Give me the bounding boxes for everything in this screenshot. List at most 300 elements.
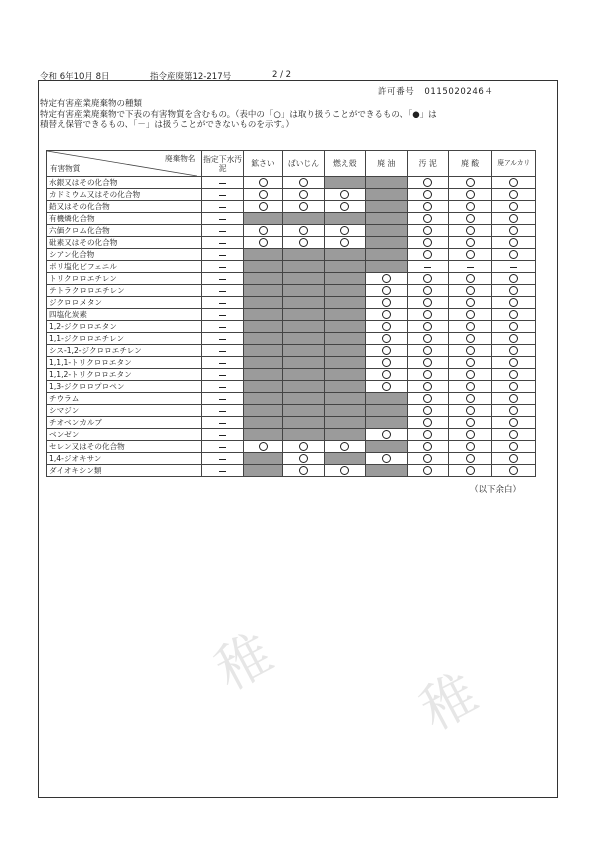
dash-mark-icon: [219, 435, 226, 436]
not-applicable-cell: [283, 429, 324, 441]
not-applicable-cell: [283, 213, 324, 225]
circle-mark-icon: [299, 466, 308, 475]
circle-mark-icon: [423, 178, 432, 187]
circle-mark-icon: [382, 358, 391, 367]
circle-mark-icon: [259, 202, 268, 211]
handleable-cell: [448, 369, 492, 381]
circle-mark-icon: [466, 454, 475, 463]
not-applicable-cell: [366, 393, 407, 405]
circle-mark-icon: [382, 346, 391, 355]
substance-name: シマジン: [47, 405, 202, 417]
not-handleable-cell: [202, 465, 243, 477]
handleable-cell: [324, 201, 365, 213]
not-handleable-cell: [448, 261, 492, 273]
not-applicable-cell: [283, 321, 324, 333]
handleable-cell: [366, 273, 407, 285]
not-handleable-cell: [202, 309, 243, 321]
not-applicable-cell: [366, 225, 407, 237]
not-handleable-cell: [202, 333, 243, 345]
handleable-cell: [366, 369, 407, 381]
corner-waste-label: 廃棄物名: [165, 154, 196, 163]
dash-mark-icon: [219, 375, 226, 376]
handleable-cell: [243, 225, 282, 237]
handleable-cell: [243, 441, 282, 453]
not-handleable-cell: [407, 261, 448, 273]
dash-mark-icon: [219, 279, 226, 280]
not-applicable-cell: [283, 261, 324, 273]
dash-mark-icon: [219, 183, 226, 184]
substance-name: テトラクロロエチレン: [47, 285, 202, 297]
circle-mark-icon: [509, 358, 518, 367]
issue-date: 令和 6年10月 8日: [40, 72, 110, 82]
circle-mark-icon: [509, 178, 518, 187]
circle-mark-icon: [466, 442, 475, 451]
circle-mark-icon: [509, 442, 518, 451]
permit-label: 許可番号: [378, 87, 415, 97]
not-applicable-cell: [366, 417, 407, 429]
circle-mark-icon: [259, 238, 268, 247]
handleable-cell: [492, 189, 536, 201]
substance-name: ダイオキシン類: [47, 465, 202, 477]
table-row: [47, 381, 536, 393]
handleable-cell: [492, 333, 536, 345]
watermark-seal: 稚: [205, 621, 283, 703]
circle-mark-icon: [423, 238, 432, 247]
not-applicable-cell: [324, 429, 365, 441]
not-applicable-cell: [243, 261, 282, 273]
circle-mark-icon: [466, 214, 475, 223]
substance-name: 1,4-ジオキサン: [47, 453, 202, 465]
handleable-cell: [448, 285, 492, 297]
handleable-cell: [492, 273, 536, 285]
circle-mark-icon: [382, 382, 391, 391]
circle-mark-icon: [299, 442, 308, 451]
substance-name: セレン又はその化合物: [47, 441, 202, 453]
not-applicable-cell: [324, 381, 365, 393]
not-applicable-cell: [324, 285, 365, 297]
not-handleable-cell: [202, 417, 243, 429]
dash-mark-icon: [219, 363, 226, 364]
circle-mark-icon: [466, 298, 475, 307]
handleable-cell: [448, 201, 492, 213]
circle-mark-icon: [299, 202, 308, 211]
handleable-cell: [448, 177, 492, 189]
not-applicable-cell: [243, 321, 282, 333]
circle-mark-icon: [466, 202, 475, 211]
not-applicable-cell: [243, 345, 282, 357]
dash-mark-icon: [219, 447, 226, 448]
circle-mark-icon: [466, 406, 475, 415]
circle-mark-icon: [509, 298, 518, 307]
circle-mark-icon: [340, 202, 349, 211]
circle-mark-icon: [509, 418, 518, 427]
handleable-cell: [407, 213, 448, 225]
handleable-cell: [366, 321, 407, 333]
table-row: [47, 321, 536, 333]
handleable-cell: [366, 285, 407, 297]
circle-mark-icon: [299, 454, 308, 463]
not-applicable-cell: [324, 369, 365, 381]
handleable-cell: [492, 321, 536, 333]
not-handleable-cell: [202, 177, 243, 189]
circle-mark-icon: [466, 238, 475, 247]
dash-mark-icon: [219, 243, 226, 244]
dash-mark-icon: [219, 315, 226, 316]
substance-name: トリクロロエチレン: [47, 273, 202, 285]
circle-mark-icon: [423, 394, 432, 403]
not-handleable-cell: [202, 357, 243, 369]
not-applicable-cell: [283, 369, 324, 381]
not-applicable-cell: [324, 333, 365, 345]
dash-mark-icon: [424, 267, 431, 268]
substance-name: チウラム: [47, 393, 202, 405]
circle-mark-icon: [466, 382, 475, 391]
handleable-cell: [448, 453, 492, 465]
circle-mark-icon: [423, 190, 432, 199]
handleable-cell: [492, 237, 536, 249]
not-applicable-cell: [243, 285, 282, 297]
column-header: 廃 酸: [448, 151, 492, 177]
handleable-cell: [243, 177, 282, 189]
handleable-cell: [492, 285, 536, 297]
table-row: [47, 405, 536, 417]
table-corner-cell: [47, 151, 202, 177]
circle-mark-icon: [466, 274, 475, 283]
circle-mark-icon: [423, 358, 432, 367]
column-header: 鉱さい: [243, 151, 282, 177]
not-applicable-cell: [366, 405, 407, 417]
circle-mark-icon: [466, 358, 475, 367]
not-applicable-cell: [283, 357, 324, 369]
not-applicable-cell: [366, 237, 407, 249]
not-handleable-cell: [202, 189, 243, 201]
handleable-cell: [366, 357, 407, 369]
handleable-cell: [407, 357, 448, 369]
circle-mark-icon: [509, 394, 518, 403]
handleable-cell: [492, 441, 536, 453]
not-handleable-cell: [202, 261, 243, 273]
table-row: [47, 465, 536, 477]
not-handleable-cell: [202, 285, 243, 297]
circle-mark-icon: [466, 178, 475, 187]
handleable-cell: [243, 237, 282, 249]
handleable-cell: [243, 201, 282, 213]
circle-mark-icon: [423, 226, 432, 235]
handleable-cell: [366, 429, 407, 441]
circle-mark-icon: [509, 274, 518, 283]
not-applicable-cell: [324, 345, 365, 357]
not-handleable-cell: [202, 201, 243, 213]
handleable-cell: [366, 381, 407, 393]
circle-mark-icon: [509, 202, 518, 211]
circle-mark-icon: [423, 274, 432, 283]
handleable-cell: [283, 201, 324, 213]
not-applicable-cell: [283, 405, 324, 417]
handleable-cell: [448, 357, 492, 369]
circle-mark-icon: [382, 298, 391, 307]
circle-mark-icon: [509, 250, 518, 259]
table-row: [47, 441, 536, 453]
handleable-cell: [407, 381, 448, 393]
circle-mark-icon: [340, 190, 349, 199]
column-header: 指定下水汚泥: [202, 151, 243, 177]
end-note: （以下余白）: [470, 485, 522, 495]
not-applicable-cell: [324, 417, 365, 429]
table-row: [47, 333, 536, 345]
not-applicable-cell: [243, 273, 282, 285]
handleable-cell: [492, 201, 536, 213]
circle-mark-icon: [466, 310, 475, 319]
handleable-cell: [492, 429, 536, 441]
circle-mark-icon: [423, 454, 432, 463]
circle-mark-icon: [382, 310, 391, 319]
handleable-cell: [366, 345, 407, 357]
handleable-cell: [492, 177, 536, 189]
not-applicable-cell: [324, 321, 365, 333]
circle-mark-icon: [340, 238, 349, 247]
circle-mark-icon: [509, 382, 518, 391]
handleable-cell: [448, 249, 492, 261]
circle-mark-icon: [423, 430, 432, 439]
handleable-cell: [407, 309, 448, 321]
not-applicable-cell: [243, 213, 282, 225]
substance-name: 鉛又はその化合物: [47, 201, 202, 213]
table-row: [47, 297, 536, 309]
not-applicable-cell: [324, 213, 365, 225]
dash-mark-icon: [219, 195, 226, 196]
table-row: [47, 237, 536, 249]
substance-name: 六価クロム化合物: [47, 225, 202, 237]
not-applicable-cell: [243, 393, 282, 405]
circle-mark-icon: [423, 310, 432, 319]
not-handleable-cell: [202, 393, 243, 405]
not-handleable-cell: [202, 441, 243, 453]
handleable-cell: [407, 237, 448, 249]
table-row: [47, 429, 536, 441]
handleable-cell: [324, 237, 365, 249]
handleable-cell: [366, 297, 407, 309]
not-applicable-cell: [324, 261, 365, 273]
handleable-cell: [407, 465, 448, 477]
handleable-cell: [283, 453, 324, 465]
not-handleable-cell: [202, 345, 243, 357]
not-applicable-cell: [243, 249, 282, 261]
handleable-cell: [283, 225, 324, 237]
handleable-cell: [407, 345, 448, 357]
handleable-cell: [448, 441, 492, 453]
not-applicable-cell: [366, 213, 407, 225]
watermark-seal: 稚: [410, 661, 488, 743]
circle-mark-icon: [509, 454, 518, 463]
handleable-cell: [283, 189, 324, 201]
circle-mark-icon: [382, 370, 391, 379]
handleable-cell: [492, 309, 536, 321]
column-header: 廃アルカリ: [492, 151, 536, 177]
not-applicable-cell: [366, 441, 407, 453]
not-handleable-cell: [202, 249, 243, 261]
not-applicable-cell: [366, 261, 407, 273]
not-applicable-cell: [283, 333, 324, 345]
circle-mark-icon: [259, 178, 268, 187]
circle-mark-icon: [423, 442, 432, 451]
column-header: 燃え殻: [324, 151, 365, 177]
table-row: [47, 273, 536, 285]
dash-mark-icon: [219, 231, 226, 232]
circle-mark-icon: [423, 298, 432, 307]
circle-mark-icon: [259, 226, 268, 235]
handleable-cell: [366, 309, 407, 321]
circle-mark-icon: [509, 238, 518, 247]
handleable-cell: [448, 381, 492, 393]
substance-name: チオベンカルブ: [47, 417, 202, 429]
circle-mark-icon: [509, 370, 518, 379]
handleable-cell: [448, 309, 492, 321]
dash-mark-icon: [219, 339, 226, 340]
table-row: [47, 285, 536, 297]
handleable-cell: [492, 297, 536, 309]
not-applicable-cell: [366, 177, 407, 189]
not-applicable-cell: [243, 357, 282, 369]
title-line-3: 積替え保管できるもの、「－」は扱うことができないものを示す。）: [40, 120, 294, 130]
handleable-cell: [492, 393, 536, 405]
not-applicable-cell: [324, 357, 365, 369]
substance-name: シアン化合物: [47, 249, 202, 261]
circle-mark-icon: [423, 370, 432, 379]
dash-mark-icon: [219, 387, 226, 388]
handleable-cell: [407, 393, 448, 405]
circle-mark-icon: [466, 250, 475, 259]
circle-mark-icon: [509, 226, 518, 235]
title-line-2: 特定有害産業廃棄物で下表の有害物質を含むもの。（表中の「○」は取り扱うことができるもの、「●」は: [40, 109, 437, 120]
circle-mark-icon: [299, 178, 308, 187]
circle-mark-icon: [382, 274, 391, 283]
not-applicable-cell: [283, 417, 324, 429]
handleable-cell: [407, 417, 448, 429]
circle-mark-icon: [340, 442, 349, 451]
page-number: 2 / 2: [272, 70, 292, 80]
handleable-cell: [407, 429, 448, 441]
not-applicable-cell: [283, 345, 324, 357]
circle-mark-icon: [423, 322, 432, 331]
circle-mark-icon: [340, 466, 349, 475]
not-applicable-cell: [243, 333, 282, 345]
handleable-cell: [448, 465, 492, 477]
handleable-cell: [407, 405, 448, 417]
dash-mark-icon: [219, 411, 226, 412]
not-applicable-cell: [324, 177, 365, 189]
table-row: [47, 261, 536, 273]
not-applicable-cell: [243, 417, 282, 429]
handleable-cell: [407, 441, 448, 453]
circle-mark-icon: [423, 334, 432, 343]
circle-mark-icon: [340, 226, 349, 235]
circle-mark-icon: [509, 214, 518, 223]
not-applicable-cell: [243, 297, 282, 309]
dash-mark-icon: [467, 267, 474, 268]
dash-mark-icon: [219, 291, 226, 292]
handleable-cell: [448, 273, 492, 285]
circle-mark-icon: [466, 334, 475, 343]
not-handleable-cell: [202, 405, 243, 417]
handleable-cell: [448, 225, 492, 237]
not-applicable-cell: [283, 381, 324, 393]
not-applicable-cell: [243, 453, 282, 465]
handleable-cell: [283, 177, 324, 189]
handleable-cell: [492, 465, 536, 477]
substance-name: 有機燐化合物: [47, 213, 202, 225]
table-row: [47, 417, 536, 429]
not-applicable-cell: [243, 405, 282, 417]
circle-mark-icon: [423, 250, 432, 259]
not-handleable-cell: [492, 261, 536, 273]
circle-mark-icon: [423, 214, 432, 223]
circle-mark-icon: [466, 226, 475, 235]
hazardous-substance-table: [46, 150, 536, 477]
handleable-cell: [407, 297, 448, 309]
dash-mark-icon: [219, 351, 226, 352]
substance-name: 1,1,2-トリクロロエタン: [47, 369, 202, 381]
handleable-cell: [324, 441, 365, 453]
not-handleable-cell: [202, 237, 243, 249]
circle-mark-icon: [423, 286, 432, 295]
table-row: [47, 453, 536, 465]
circle-mark-icon: [259, 442, 268, 451]
column-header: ばいじん: [283, 151, 324, 177]
circle-mark-icon: [423, 382, 432, 391]
handleable-cell: [492, 417, 536, 429]
handleable-cell: [366, 453, 407, 465]
handleable-cell: [407, 273, 448, 285]
handleable-cell: [283, 237, 324, 249]
circle-mark-icon: [466, 430, 475, 439]
table-header-row: [47, 151, 536, 177]
substance-name: 1,1,1-トリクロロエタン: [47, 357, 202, 369]
substance-name: カドミウム又はその化合物: [47, 189, 202, 201]
dash-mark-icon: [219, 423, 226, 424]
not-applicable-cell: [324, 393, 365, 405]
dash-mark-icon: [219, 219, 226, 220]
not-applicable-cell: [243, 369, 282, 381]
handleable-cell: [448, 321, 492, 333]
not-applicable-cell: [243, 381, 282, 393]
not-handleable-cell: [202, 429, 243, 441]
handleable-cell: [324, 189, 365, 201]
not-applicable-cell: [283, 393, 324, 405]
handleable-cell: [407, 369, 448, 381]
not-applicable-cell: [366, 465, 407, 477]
circle-mark-icon: [423, 406, 432, 415]
circle-mark-icon: [382, 286, 391, 295]
handleable-cell: [283, 465, 324, 477]
handleable-cell: [448, 189, 492, 201]
circle-mark-icon: [509, 334, 518, 343]
not-applicable-cell: [283, 249, 324, 261]
dash-mark-icon: [219, 207, 226, 208]
circle-mark-icon: [466, 190, 475, 199]
dash-mark-icon: [219, 327, 226, 328]
handleable-cell: [407, 285, 448, 297]
title-line-1: 特定有害産業廃棄物の種類: [40, 99, 143, 109]
not-applicable-cell: [366, 249, 407, 261]
handleable-cell: [448, 345, 492, 357]
handleable-cell: [492, 453, 536, 465]
permit-value: 0115020246４: [424, 87, 494, 97]
table-row: [47, 309, 536, 321]
substance-name: 1,3-ジクロロプロペン: [47, 381, 202, 393]
handleable-cell: [448, 393, 492, 405]
table-row: [47, 225, 536, 237]
table-row: [47, 249, 536, 261]
